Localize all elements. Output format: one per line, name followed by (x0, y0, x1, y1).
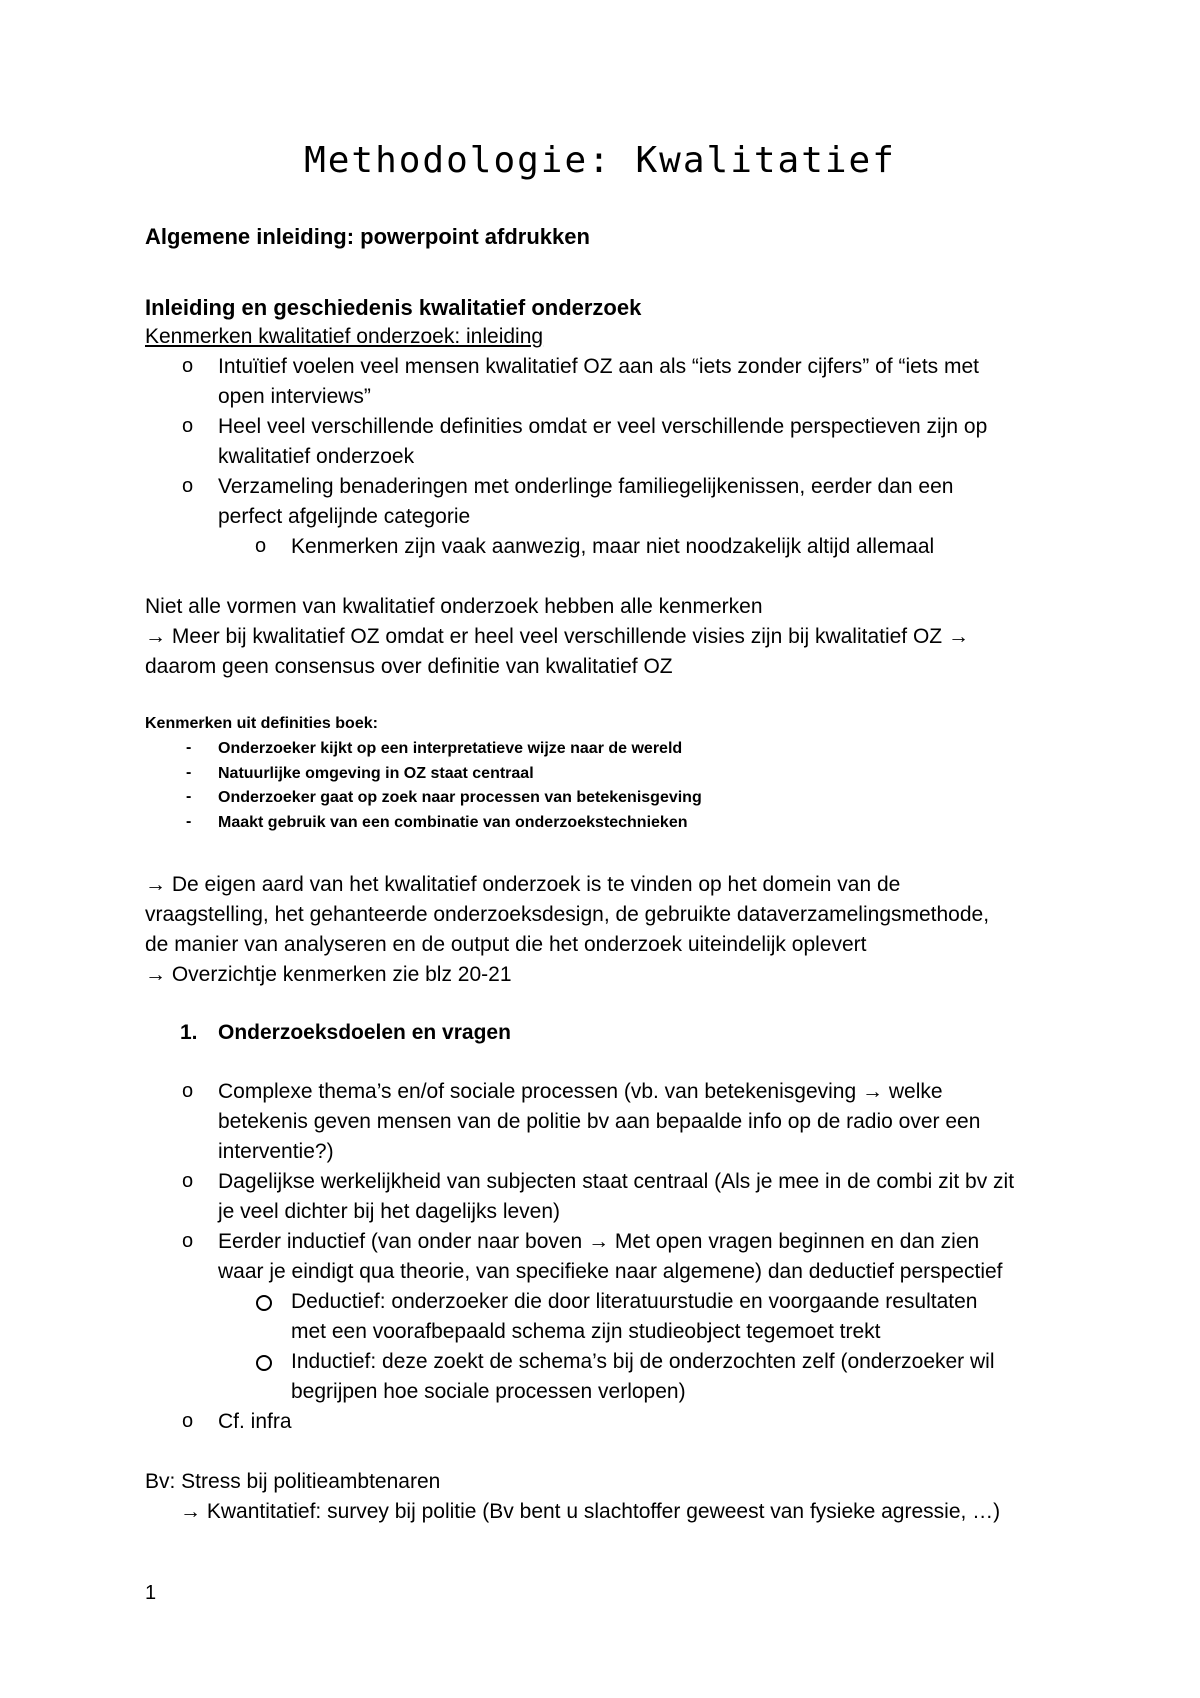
para1-line-2 (145, 622, 969, 652)
goals-b2-line-2: je veel dichter bij het dagelijks leven) (218, 1200, 561, 1223)
bullet-marker: o (182, 1080, 194, 1102)
intro-bullet-3-line-2: perfect afgelijnde categorie (218, 505, 471, 528)
dash-marker: - (186, 813, 192, 830)
example-line: Bv: Stress bij politieambtenaren (145, 1470, 441, 1493)
goals-b1-text-2: welke (888, 1080, 943, 1103)
numbered-heading-number: 1. (180, 1021, 198, 1044)
arrow-icon: → (862, 1080, 883, 1103)
page-title: Methodologie: Kwalitatief (304, 140, 896, 181)
para1-line-3: daarom geen consensus over definitie van kwalitatief OZ (145, 655, 673, 678)
goals-b2-line-1: Dagelijkse werkelijkheid van subjecten staat centraal (Als je mee in de combi zit bv zit (218, 1170, 1015, 1193)
goals-b1-line-3: interventie?) (218, 1140, 334, 1163)
subheading: Kenmerken kwalitatief onderzoek: inleiding (145, 325, 544, 348)
book-item-1: Onderzoeker kijkt op een interpretatieve wijze naar de wereld (218, 740, 683, 757)
circle-bullet-icon (256, 1295, 272, 1311)
para2-line-1 (145, 870, 900, 900)
circle-bullet-icon (256, 1355, 272, 1371)
goals-b1-line-1 (218, 1077, 943, 1107)
intro-bullet-2-line-2: kwalitatief onderzoek (218, 445, 415, 468)
page-number: 1 (145, 1582, 157, 1604)
goals-b1-text: Complexe thema’s en/of sociale processen (vb. van betekenisgeving (218, 1080, 857, 1103)
arrow-icon: → (180, 1500, 201, 1523)
intro-bullet-2-line-1: Heel veel verschillende definities omdat er veel verschillende perspectieven zijn op (218, 415, 988, 438)
goals-b1-line-2: betekenis geven mensen van de politie bv aan bepaalde info op de radio over een (218, 1110, 981, 1133)
intro-bullet-3-line-1: Verzameling benaderingen met onderlinge familiegelijkenissen, eerder dan een (218, 475, 954, 498)
numbered-heading-label: Onderzoeksdoelen en vragen (218, 1021, 511, 1044)
bullet-marker: o (182, 1230, 194, 1252)
para2-line-2: vraagstelling, het gehanteerde onderzoeksdesign, de gebruikte dataverzamelingsmethode, (145, 903, 990, 926)
arrow-icon: → (145, 873, 166, 896)
goals-sub1-line-1: Deductief: onderzoeker die door literatuurstudie en voorgaande resultaten (291, 1290, 978, 1313)
bullet-marker: o (182, 475, 194, 497)
bullet-marker: o (255, 535, 267, 557)
section-heading: Inleiding en geschiedenis kwalitatief onderzoek (145, 295, 642, 320)
goals-b3-text: Eerder inductief (van onder naar boven (218, 1230, 583, 1253)
intro-heading: Algemene inleiding: powerpoint afdrukken (145, 224, 590, 249)
dash-marker: - (186, 764, 192, 781)
dash-marker: - (186, 739, 192, 756)
overview-text: Overzichtje kenmerken zie blz 20-21 (171, 963, 512, 986)
dash-marker: - (186, 788, 192, 805)
intro-bullet-1-line-1: Intuïtief voelen veel mensen kwalitatief OZ aan als “iets zonder cijfers” of “iets met (218, 355, 979, 378)
para2-line-3: de manier van analyseren en de output die het onderzoek uiteindelijk oplevert (145, 933, 867, 956)
book-item-2: Natuurlijke omgeving in OZ staat centraal (218, 765, 534, 782)
para1-line-2-text: Meer bij kwalitatief OZ omdat er heel veel verschillende visies zijn bij kwalitatief OZ (171, 625, 943, 648)
intro-sub-bullet: Kenmerken zijn vaak aanwezig, maar niet noodzakelijk altijd allemaal (291, 535, 935, 558)
book-item-4: Maakt gebruik van een combinatie van onderzoekstechnieken (218, 814, 688, 831)
arrow-icon: → (145, 963, 166, 986)
arrow-icon: → (145, 625, 166, 648)
bullet-marker: o (182, 415, 194, 437)
arrow-icon: → (947, 625, 969, 648)
bullet-marker: o (182, 1410, 194, 1432)
book-item-3: Onderzoeker gaat op zoek naar processen van betekenisgeving (218, 789, 702, 806)
para2-overview (145, 960, 512, 990)
goals-b4: Cf. infra (218, 1410, 292, 1433)
bullet-marker: o (182, 355, 194, 377)
example-arrow-text: Kwantitatief: survey bij politie (Bv bent u slachtoffer geweest van fysieke agressie, …) (206, 1500, 1001, 1523)
book-heading: Kenmerken uit definities boek: (145, 715, 378, 732)
bullet-marker: o (182, 1170, 194, 1192)
goals-b3-line-1 (218, 1227, 979, 1257)
goals-b3-line-2: waar je eindigt qua theorie, van specifieke naar algemene) dan deductief perspectief (218, 1260, 1003, 1283)
intro-bullet-1-line-2: open interviews” (218, 385, 371, 408)
goals-sub2-line-1: Inductief: deze zoekt de schema’s bij de onderzochten zelf (onderzoeker wil (291, 1350, 995, 1373)
goals-b3-text-2: Met open vragen beginnen en dan zien (614, 1230, 980, 1253)
goals-sub1-line-2: met een voorafbepaald schema zijn studieobject tegemoet trekt (291, 1320, 881, 1343)
para2-line-1-text: De eigen aard van het kwalitatief onderzoek is te vinden op het domein van de (171, 873, 901, 896)
arrow-icon: → (588, 1230, 610, 1253)
goals-sub2-line-2: begrijpen hoe sociale processen verlopen) (291, 1380, 686, 1403)
example-arrow-line (180, 1497, 1000, 1527)
para1-line-1: Niet alle vormen van kwalitatief onderzoek hebben alle kenmerken (145, 595, 763, 618)
